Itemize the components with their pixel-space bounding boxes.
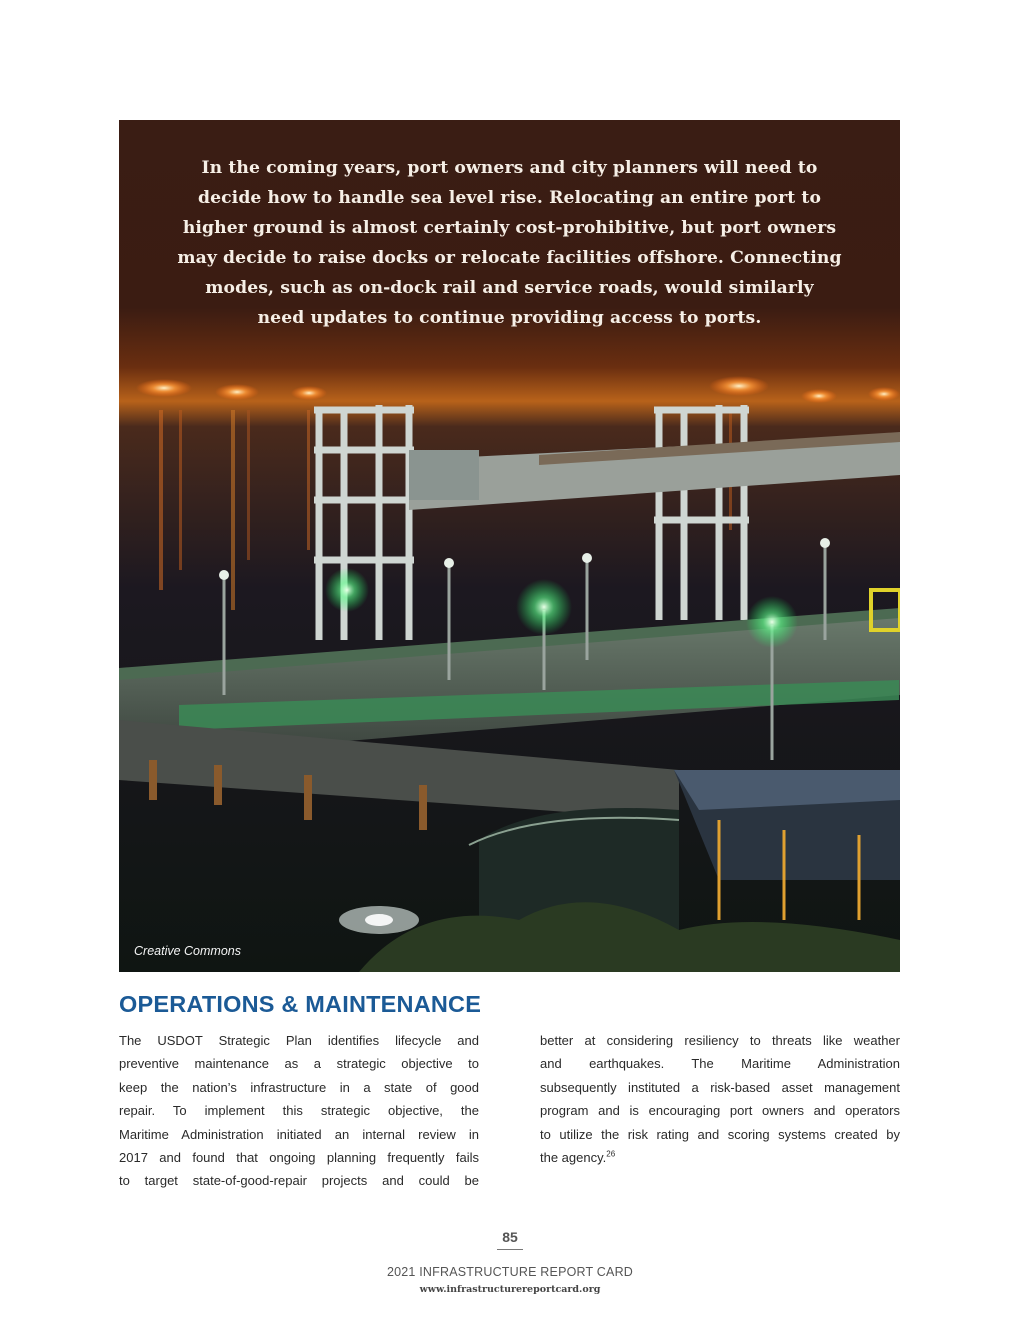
pull-quote-line: modes, such as on-dock rail and service roads, would similarly: [205, 278, 814, 298]
body-column-left: [119, 1029, 479, 1193]
photo-credit: Creative Commons: [134, 944, 241, 958]
body-column-right: [540, 1029, 900, 1169]
footer-title: 2021 INFRASTRUCTURE REPORT CARD: [386, 1265, 634, 1279]
pull-quote-line: In the coming years, port owners and city planners will need to: [201, 158, 818, 178]
pull-quote: [119, 153, 900, 333]
body-line-text: the agency.: [540, 1149, 607, 1165]
body-line: better at considering resiliency to threats like weather: [540, 1033, 900, 1048]
footer-url[interactable]: www.infrastructurereportcard.org: [419, 1284, 601, 1295]
pull-quote-line: need updates to continue providing access to ports.: [257, 308, 762, 328]
body-line: repair. To implement this strategic objective, the: [119, 1103, 479, 1119]
body-line: 2017 and found that ongoing planning frequently fails: [119, 1149, 479, 1165]
port-photo: [119, 120, 900, 972]
body-line: to utilize the risk rating and scoring systems created by: [540, 1126, 900, 1142]
footnote-marker: 26: [606, 1149, 616, 1159]
body-line: subsequently instituted a risk-based asset management: [540, 1079, 900, 1095]
body-line: keep the nation’s infrastructure in a state of good: [119, 1079, 479, 1095]
pull-quote-line: may decide to raise docks or relocate facilities offshore. Connecting: [177, 248, 842, 268]
body-line: and earthquakes. The Maritime Administration: [540, 1056, 900, 1072]
body-line: Maritime Administration initiated an internal review in: [119, 1126, 479, 1142]
page-number-rule: [497, 1249, 523, 1250]
body-line: to target state-of-good-repair projects and could be: [119, 1173, 479, 1189]
body-line: program and is encouraging port owners and operators: [540, 1103, 900, 1119]
pull-quote-line: higher ground is almost certainly cost-prohibitive, but port owners: [182, 218, 837, 238]
section-heading: OPERATIONS & MAINTENANCE: [119, 991, 482, 1017]
body-line: The USDOT Strategic Plan identifies lifecycle and: [119, 1033, 479, 1048]
body-line: preventive maintenance as a strategic objective to: [119, 1056, 479, 1072]
pull-quote-line: decide how to handle sea level rise. Relocating an entire port to: [197, 188, 822, 208]
body-line-last: [540, 1146, 900, 1169]
page-number: 85: [502, 1229, 518, 1245]
